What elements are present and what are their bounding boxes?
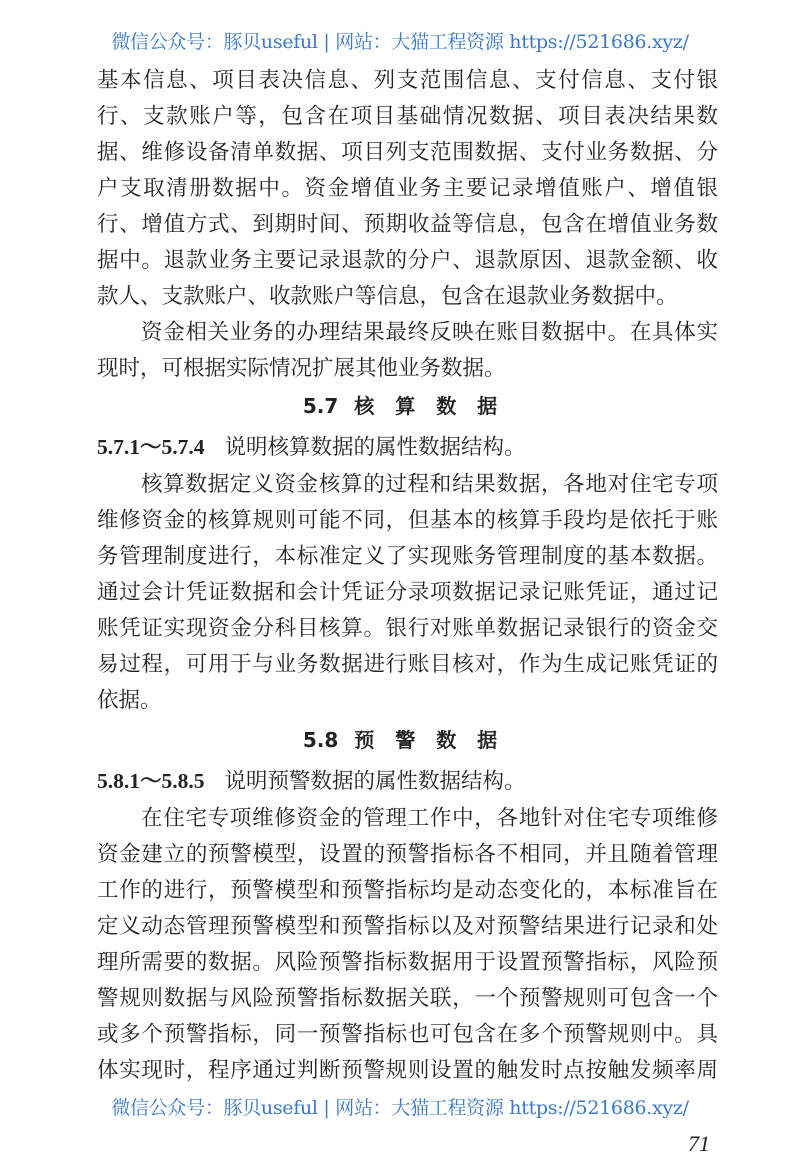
section-title: 预 警 数 据 (354, 728, 498, 752)
section-number: 5.8 (302, 728, 339, 752)
text-line: 通过会计凭证数据和会计凭证分录项数据记录记账凭证，通过记 (97, 580, 718, 605)
text-line: 易过程，可用于与业务数据进行账目核对，作为生成记账凭证的 (97, 652, 718, 677)
clause-line-5-7 (97, 432, 718, 462)
text-line: 警规则数据与风险预警指标数据关联，一个预警规则可包含一个 (97, 986, 718, 1011)
watermark-bottom: 微信公众号：豚贝useful | 网站：大猫工程资源 https://521686.xyz/ (111, 1097, 689, 1119)
text-line: 体实现时，程序通过判断预警规则设置的触发时点按触发频率周 (97, 1058, 718, 1083)
text-line: 理所需要的数据。风险预警指标数据用于设置预警指标，风险预 (97, 950, 718, 975)
text-line: 定义动态管理预警模型和预警指标以及对预警结果进行记录和处 (97, 914, 718, 939)
clause-number: 5.8.1～5.8.5 (97, 769, 205, 793)
text-line: 据、维修设备清单数据、项目列支范围数据、支付业务数据、分 (97, 140, 718, 165)
text-line: 账凭证实现资金分科目核算。银行对账单数据记录银行的资金交 (97, 616, 718, 641)
text-line: 行、支款账户等，包含在项目基础情况数据、项目表决结果数 (97, 104, 718, 129)
watermark-top: 微信公众号：豚贝useful | 网站：大猫工程资源 https://521686.xyz/ (111, 31, 689, 53)
text-line: 资金建立的预警模型，设置的预警指标各不相同，并且随着管理 (97, 842, 718, 867)
section-heading-5-7 (0, 392, 800, 420)
text-line: 据中。退款业务主要记录退款的分户、退款原因、退款金额、收 (97, 248, 718, 273)
text-line: 核算数据定义资金核算的过程和结果数据，各地对住宅专项 (141, 472, 718, 497)
text-line: 维修资金的核算规则可能不同，但基本的核算手段均是依托于账 (97, 508, 718, 533)
text-line: 依据。 (97, 688, 162, 713)
text-line: 行、增值方式、到期时间、预期收益等信息，包含在增值业务数 (97, 212, 718, 237)
text-line: 现时，可根据实际情况扩展其他业务数据。 (97, 356, 506, 381)
section-title: 核 算 数 据 (354, 394, 498, 418)
text-line: 工作的进行，预警模型和预警指标均是动态变化的，本标准旨在 (97, 878, 718, 903)
text-line: 在住宅专项维修资金的管理工作中，各地针对住宅专项维修 (141, 806, 718, 831)
section-heading-5-8 (0, 726, 800, 754)
text-line: 资金相关业务的办理结果最终反映在账目数据中。在具体实 (141, 320, 718, 345)
clause-text: 说明预警数据的属性数据结构。 (224, 769, 526, 794)
page-number: 71 (688, 1131, 710, 1156)
clause-line-5-8 (97, 766, 718, 796)
text-line: 务管理制度进行，本标准定义了实现账务管理制度的基本数据。 (97, 544, 718, 569)
section-number: 5.7 (302, 394, 339, 418)
clause-number: 5.7.1～5.7.4 (97, 435, 205, 459)
text-line: 款人、支款账户、收款账户等信息，包含在退款业务数据中。 (97, 284, 678, 309)
text-line: 户支取清册数据中。资金增值业务主要记录增值账户、增值银 (97, 176, 718, 201)
text-line: 或多个预警指标，同一预警指标也可包含在多个预警规则中。具 (97, 1022, 718, 1047)
text-line: 基本信息、项目表决信息、列支范围信息、支付信息、支付银 (97, 68, 718, 93)
clause-text: 说明核算数据的属性数据结构。 (224, 435, 526, 460)
